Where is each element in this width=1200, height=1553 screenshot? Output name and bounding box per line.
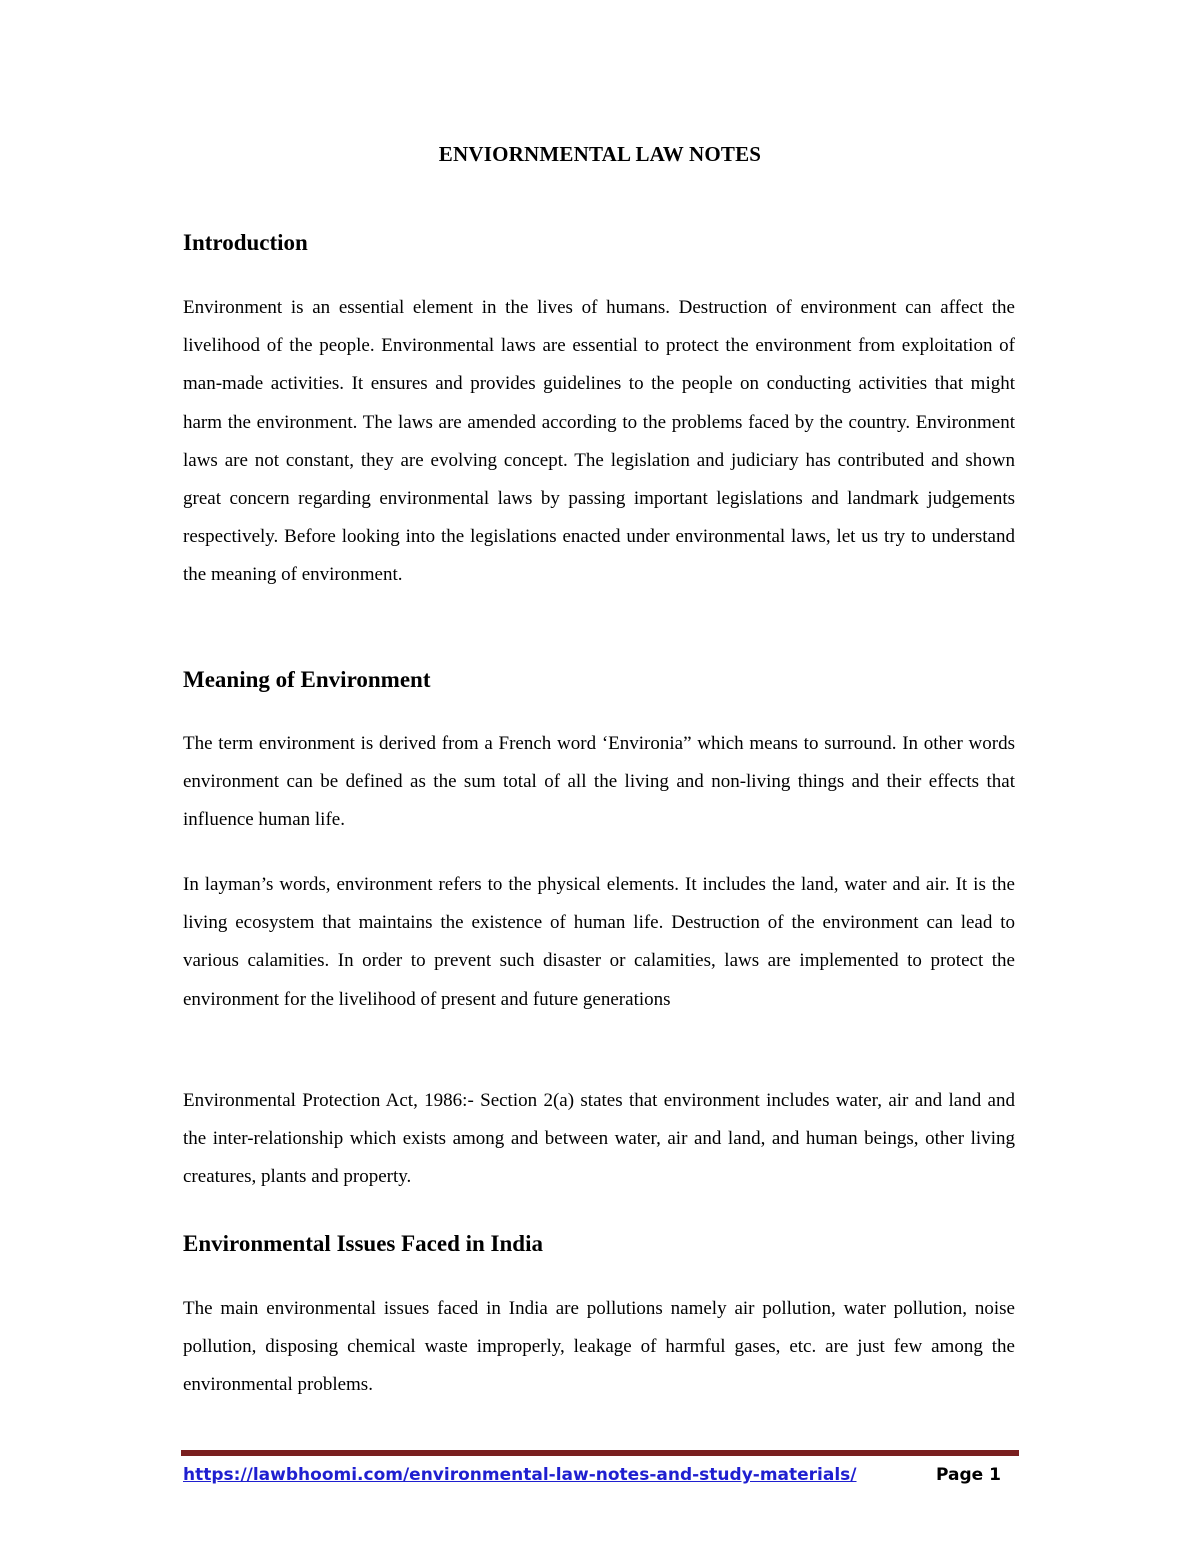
document-title: ENVIORNMENTAL LAW NOTES — [438, 142, 762, 166]
section-heading-issues: Environmental Issues Faced in India — [183, 1231, 543, 1256]
paragraph-introduction: Environment is an essential element in the lives of humans. Destruction of environment can affect the livelihood of the people. Environmental laws are essential to protect the environment from exploitation of man-made activities. It ensures and provides guidelines to the people on conducting activities that might harm the environment. The laws are amended according to the problems faced by the country. Environment laws are not constant, they are evolving concept. The legislation and judiciary has contributed and shown great concern regarding environmental laws by passing important legislations and landmark judgements respectively. Before looking into the legislations enacted under environmental laws, let us try to understand the meaning of environment. — [183, 297, 1015, 586]
footer-source-link[interactable]: https://lawbhoomi.com/environmental-law-notes-and-study-materials/ — [183, 1465, 857, 1485]
footer-divider — [181, 1450, 1019, 1456]
paragraph-meaning-layman: In layman’s words, environment refers to the physical elements. It includes the land, water and air. It is the living ecosystem that maintains the existence of human life. Destruction of the environment can lead to various calamities. In order to prevent such disaster or calamities, laws are implemented to protect the environment for the livelihood of present and future generations — [183, 874, 1015, 1010]
paragraph-meaning-definition: The term environment is derived from a French word ‘Environia” which means to surround. In other words environment can be defined as the sum total of all the living and non-living things and their effects that influence human life. — [183, 733, 1015, 831]
paragraph-issues: The main environmental issues faced in India are pollutions namely air pollution, water pollution, noise pollution, disposing chemical waste improperly, leakage of harmful gases, etc. are just few among the environmental problems. — [183, 1298, 1015, 1396]
page-number: Page 1 — [936, 1465, 1001, 1485]
section-heading-meaning: Meaning of Environment — [183, 667, 431, 692]
paragraph-meaning-act: Environmental Protection Act, 1986:- Section 2(a) states that environment includes water, air and land and the inter-relationship which exists among and between water, air and land, and human beings, other living creatures, plants and property. — [183, 1090, 1015, 1188]
section-heading-introduction: Introduction — [183, 230, 308, 255]
